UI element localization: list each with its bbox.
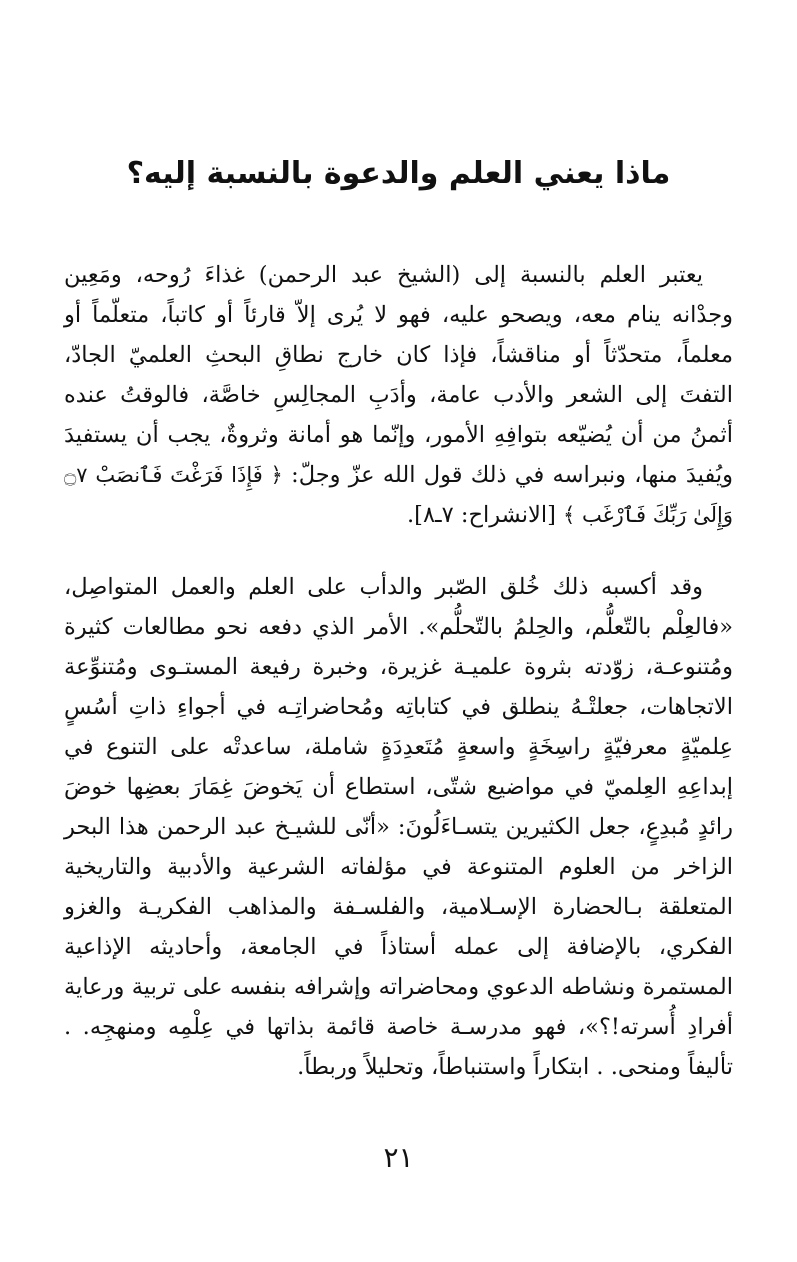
paragraph-2: وقد أكسبه ذلك خُلق الصّبر والدأب على العلم والعمل المتواصِل، «فالعِلْم بالتّعلُّم، والحِلمُ بالتّحلُّم». الأمر الذي دفعه نحو مطالعات كثيرة ومُتنوعـة، زوّدته بثروة علميـة غزيرة، وخبرة رفيعة المستـوى ومُتنوِّعة الاتجاهات، جعلتْـهُ ينطلق في كتاباتِه ومُحاضراتِـه في أجواءِ ذاتِ أسُسٍ عِلميّةٍ معرفيّةٍ راسِخَةٍ واسعةٍ مُتَعدِدَةٍ شاملة، ساعدتْه على التنوع في إبداعِهِ العِلميّ في مواضيع شتّى، استطاع أن يَخوضَ غِمَارَ بعضِها خوضَ رائدٍ مُبدِعٍ، جعل الكثيرين يتسـاءَلُونَ: «أنّى للشيـخ عبد الرحمن هذا البحر الزاخر من العلوم المتنوعة في مؤلفاته الشرعية والأدبية والتاريخية المتعلقة بـالحضارة الإسـلامية، والفلسـفة والمذاهب الفكريـة والغزو الفكري، بالإضافة إلى عمله أستاذاً في الجامعة، وأحاديثه الإذاعية المستمرة ونشاطه الدعوي ومحاضراته وإشرافه بنفسه على تربية ورعاية أفرادِ أُسرته!؟»، فهو مدرسـة خاصة قائمة بذاتها في عِلْمِه ومنهجِه. . تأليفاً ومنحى. . ابتكاراً واستنباطاً، وتحليلاً وربطاً. xyxy=(64,574,733,1080)
page-number: ٢١ xyxy=(383,1141,414,1174)
paragraph-1-text: يعتبر العلم بالنسبة إلى (الشيخ عبد الرحمن) غذاءَ رُوحه، ومَعِين وجدْانه ينام معه، ويصحو عليه، فهو لا يُرى إلاّ قارئاً أو كاتباً، متعلّماً أو معلماً، متحدّثاً أو مناقشاً، فإذا كان خارج نطاقِ البحثِ العلميّ الجادّ، التفتَ إلى الشعر والأدب عامة، وأدَبِ المجالِسِ خاصَّة، فالوقتُ عنده أثمنُ من أن يُضيّعه بتوافِهِ الأمور، وإنّما هو أمانة وثروةٌ، يجب أن يستفيدَ ويُفيدَ منها، ونبراسه في ذلك قول الله عزّ وجلّ: xyxy=(64,262,733,488)
chapter-title: ماذا يعني العلم والدعوة بالنسبة إليه؟ xyxy=(126,156,671,191)
quran-verse: ﴿ فَإِذَا فَرَغْتَ فَٱنصَبْ ۝٧ وَإِلَىٰ رَبِّكَ فَٱرْغَب ﴾ xyxy=(64,463,733,527)
body-text xyxy=(64,255,733,1087)
quran-citation: [الانشراح: ٧ـ٨]. xyxy=(407,502,556,528)
paragraph-1 xyxy=(64,255,733,535)
